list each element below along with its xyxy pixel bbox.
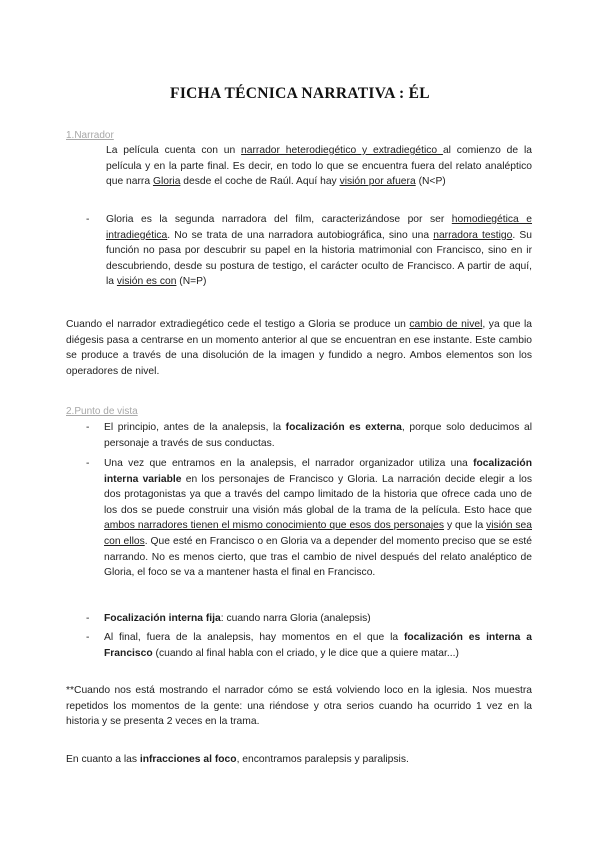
- paragraph-narrador-2: Gloria es la segunda narradora del film, caracterizándose por ser homodiegética e intradiegética. No se trata de una narradora autobiográfica, sino una narradora testigo. Su función no pasa por descubrir su papel en la historia matrimonial con Francisco, sino en ir descubriendo, desde su postura de testigo, el carácter oculto de Francisco. A partir de aquí, la visión es con (N=P): [106, 214, 533, 288]
- bold-term: infracciones al foco: [139, 754, 237, 765]
- underlined-term: cambio de nivel: [409, 319, 483, 330]
- underlined-term: narrador heterodiegético y extradiegético: [241, 145, 443, 156]
- bullet-focalizacion-externa: El principio, antes de la analepsis, la focalización es externa, porque solo deducimos al personaje a través de sus conductas.: [104, 422, 532, 449]
- bold-term: focalización interna variable: [104, 458, 532, 485]
- section-heading-narrador: 1.Narrador: [66, 130, 114, 141]
- bold-term: Focalización interna fija: [104, 613, 221, 624]
- bullet-dash: -: [86, 214, 90, 225]
- bold-term: focalización es interna a Francisco: [104, 632, 532, 659]
- underlined-term: ambos narradores tienen el mismo conocimiento que esos dos personajes: [104, 520, 445, 532]
- underlined-term: visión por afuera: [339, 176, 416, 188]
- page-title: FICHA TÉCNICA NARRATIVA : ÉL: [170, 85, 430, 102]
- underlined-term: visión sea con ellos: [104, 520, 532, 547]
- bullet-focalizacion-fija: Focalización interna fija: cuando narra Gloria (analepsis): [104, 613, 371, 624]
- underlined-term: Gloria: [152, 176, 181, 188]
- bullet-focalizacion-francisco: Al final, fuera de la analepsis, hay momentos en el que la focalización es interna a Francisco (cuando al final habla con el criado, y le dice que a quiere matar...): [104, 632, 532, 659]
- bullet-focalizacion-variable: Una vez que entramos en la analepsis, el narrador organizador utiliza una focalización interna variable en los personajes de Francisco y Gloria. La narración decide elegir a los dos protagonistas ya que a través del campo limitado de la historia que ofrece cada uno de los dos se puede construir una visión más global de la trama de la película. Esto hace que ambos narradores tienen el mismo conocimiento que esos dos personajes y que la visión sea con ellos. Que esté en Francisco o en Gloria va a depender del momento preciso que se esté narrando. No es menos cierto, que tras el cambio de nivel después del relato analéptico de Gloria, el foco se va a mantener hasta el final en Francisco.: [104, 458, 532, 579]
- section-heading-punto-de-vista: 2.Punto de vista: [66, 406, 138, 417]
- paragraph-infracciones: En cuanto a las infracciones al foco, encontramos paralepsis y paralipsis.: [66, 754, 409, 765]
- paragraph-narrador-1: La película cuenta con un narrador heterodiegético y extradiegético al comienzo de la película y en la parte final. Es decir, en todo lo que se encuentra fuera del relato analéptico que narra Gloria desde el coche de Raúl. Aquí hay visión por afuera (N<P): [106, 145, 532, 188]
- bullet-dash: -: [86, 632, 90, 643]
- underlined-term: visión es con: [116, 276, 177, 288]
- bullet-dash: -: [86, 458, 90, 469]
- underlined-term: homodiegética e intradiegética: [106, 214, 533, 241]
- bullet-dash: -: [86, 422, 90, 433]
- paragraph-nota: **Cuando nos está mostrando el narrador cómo se está volviendo loco en la iglesia. Nos muestra repetidos los momentos de la gente: una riéndose y otra serios cuando ha ocurrido 1 vez en la historia y se presenta 2 veces en la trama.: [66, 685, 532, 728]
- bullet-dash: -: [86, 613, 90, 624]
- underlined-term: narradora testigo: [433, 229, 513, 241]
- paragraph-cambio-nivel: Cuando el narrador extradiegético cede el testigo a Gloria se produce un cambio de nivel, ya que la diégesis pasa a centrarse en un momento anterior al que se encuentran en ese instante. Este cambio se produce a través de una disolución de la imagen y fundido a negro. Ambos elementos son los operadores de nivel.: [66, 319, 533, 377]
- bold-term: focalización es externa: [285, 422, 402, 433]
